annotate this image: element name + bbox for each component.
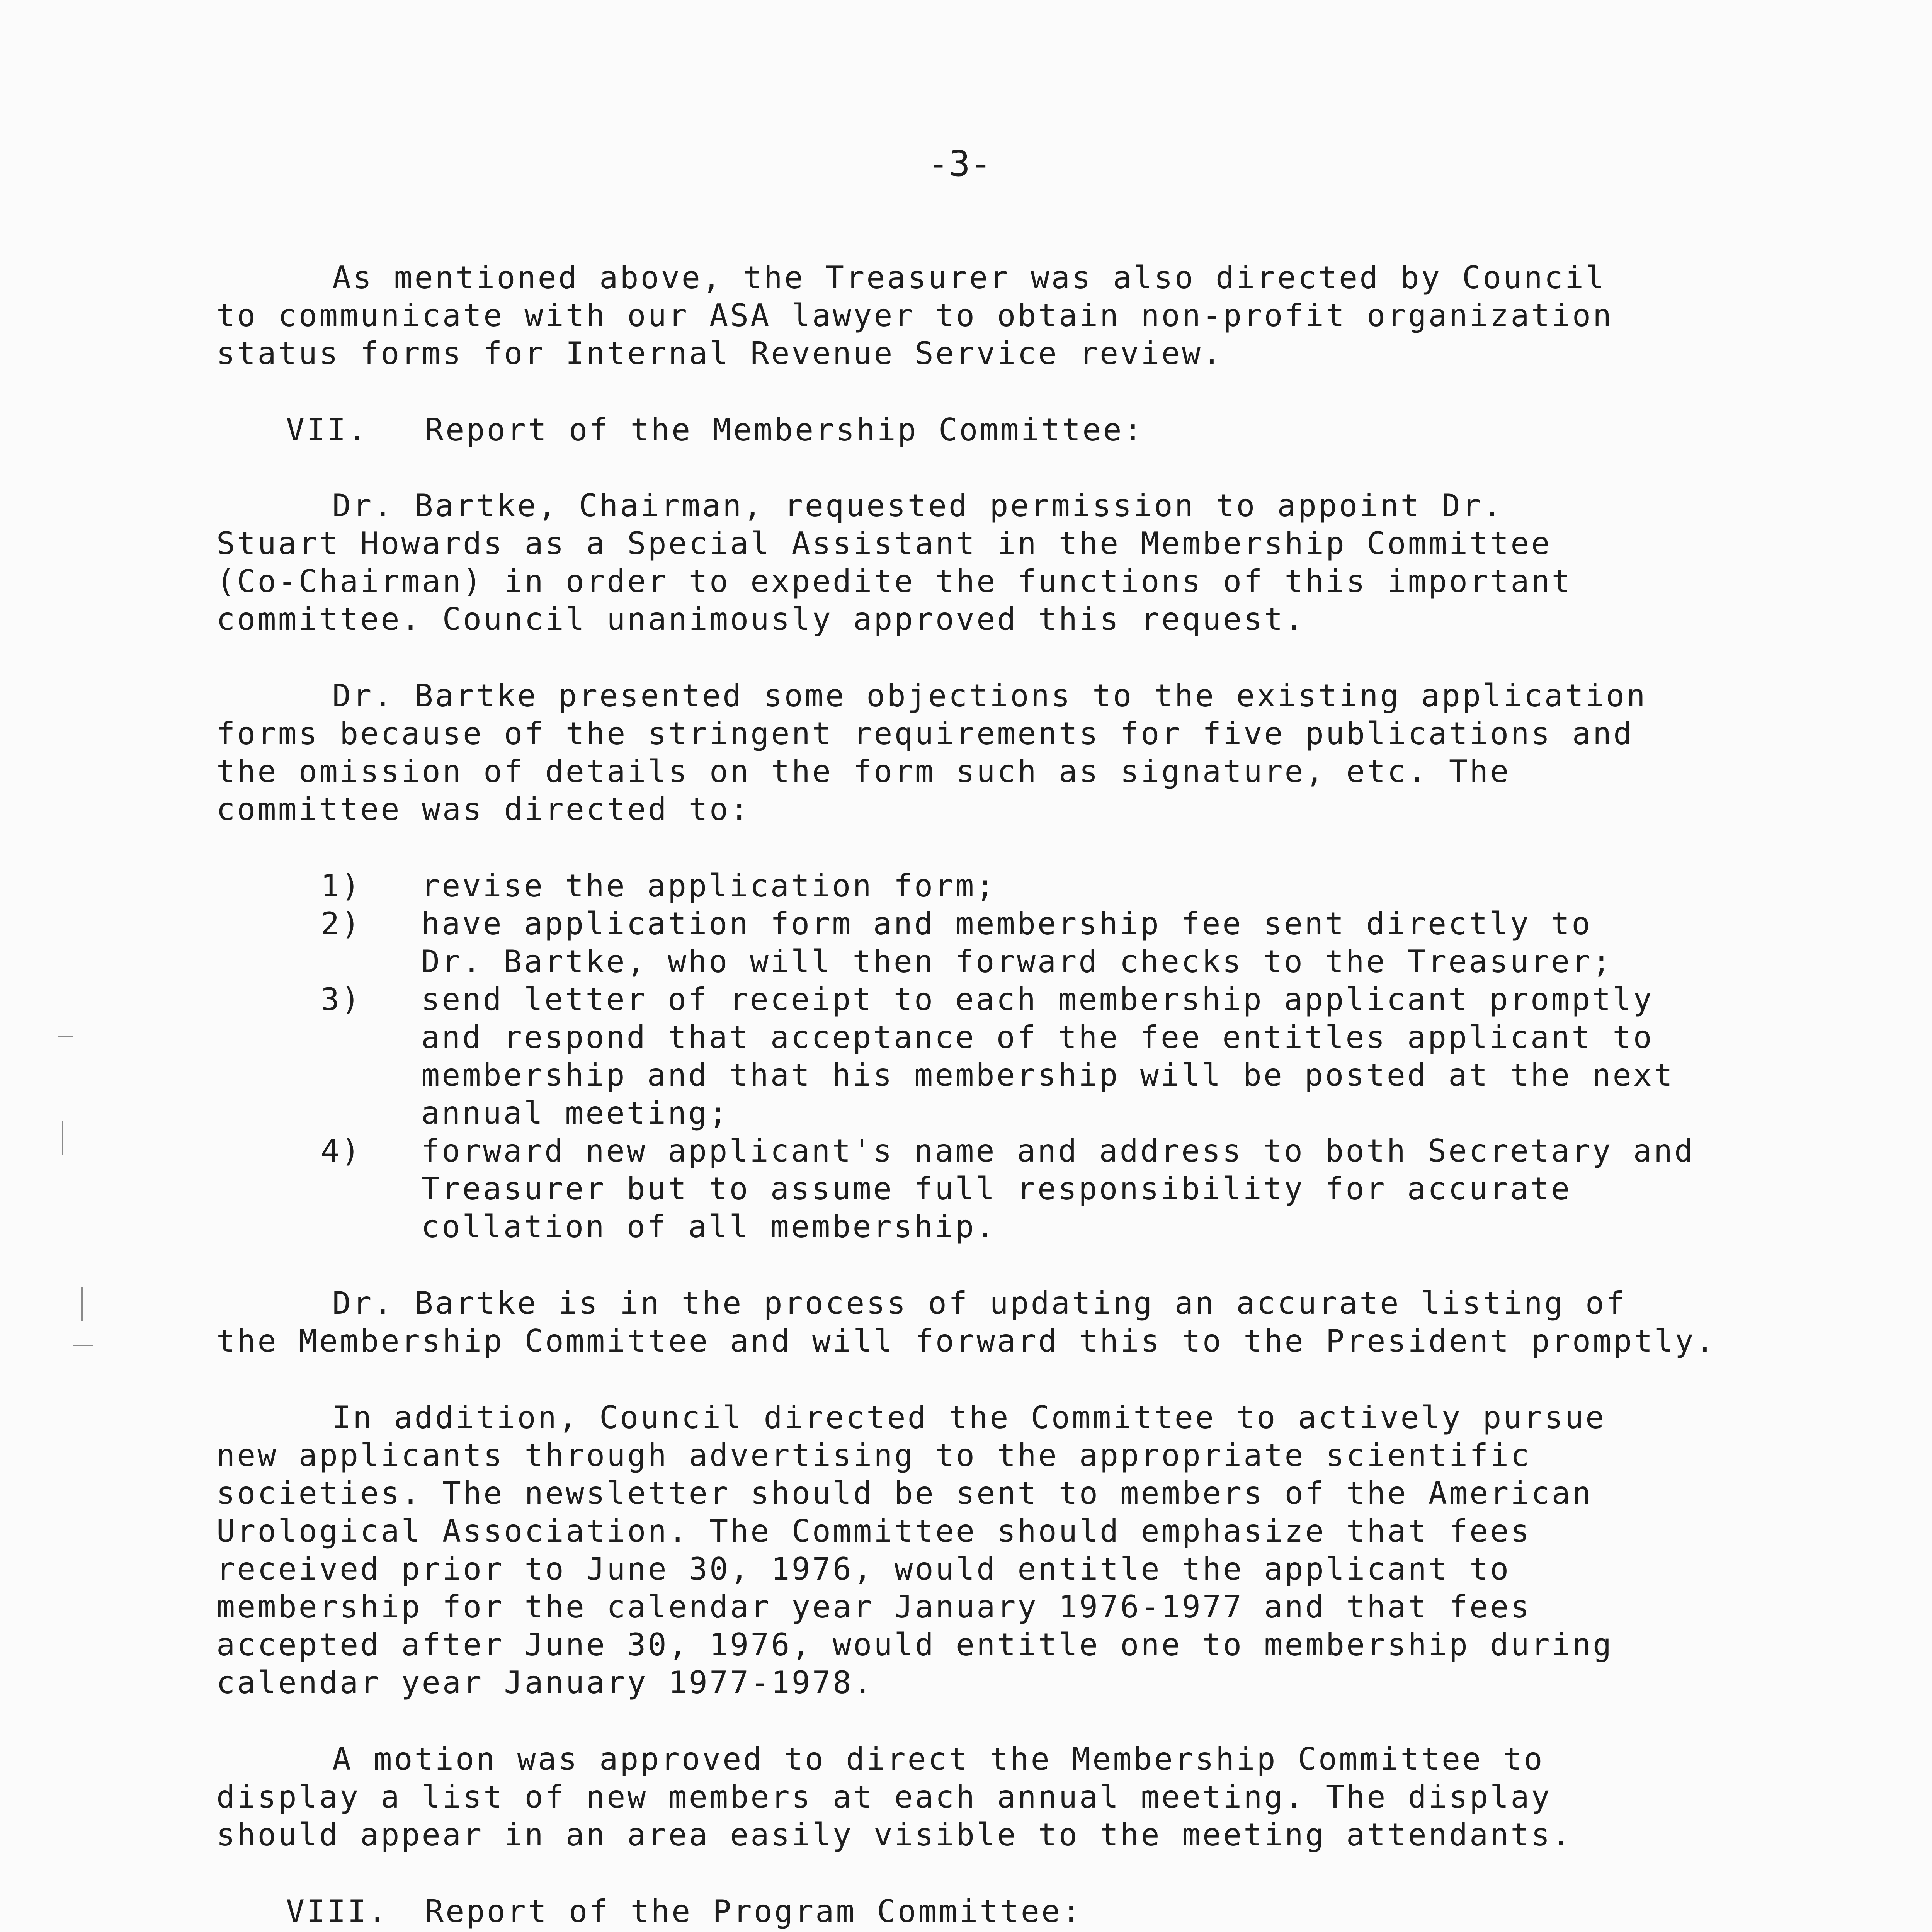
page-number: -3- <box>927 143 992 184</box>
section-numeral: VII. <box>286 412 368 448</box>
document-body <box>216 259 1917 1932</box>
list-item <box>321 905 1917 981</box>
list-item-text: revise the application form; <box>421 868 997 904</box>
list-item <box>321 867 1917 905</box>
committee-directives-list <box>216 867 1917 1246</box>
list-marker: 4) <box>321 1133 362 1169</box>
intro-paragraph: As mentioned above, the Treasurer was also directed by Council to communicate with our ASA lawyer to obtain non-profit organization status forms for Internal Revenue Service review. <box>216 260 1614 371</box>
list-marker: 2) <box>321 906 362 942</box>
membership-paragraph-display: A motion was approved to direct the Membership Committee to display a list of new members at each annual meeting. The display should appear in an area easily visible to the meeting attendants. <box>216 1741 1572 1853</box>
section-heading-program <box>216 1893 1917 1930</box>
list-item <box>321 1132 1917 1246</box>
section-title: Report of the Membership Committee: <box>425 412 1144 448</box>
list-item-text: send letter of receipt to each membership applicant promptly and respond that acceptance of the fee entitles applicant to membership and that his membership will be posted at the next annual meeting; <box>421 981 1675 1131</box>
margin-mark <box>73 1345 93 1346</box>
membership-paragraph-advertising: In addition, Council directed the Committee to actively pursue new applicants through advertising to the appropriate scientific societies. The newsletter should be sent to members of the American Urological Association. The Committee should emphasize that fees received prior to June 30, 1976, would entitle the applicant to membership for the calendar year January 1976-1977 and that fees accepted after June 30, 1976, would entitle one to membership during calendar year January 1977-1978. <box>216 1400 1614 1701</box>
membership-paragraph-objections: Dr. Bartke presented some objections to the existing application forms because of the stringent requirements for five publications and the omission of details on the form such as signature, etc. The committee was directed to: <box>216 678 1647 827</box>
list-marker: 3) <box>321 981 362 1017</box>
margin-mark <box>62 1121 63 1155</box>
list-item-text: forward new applicant's name and address to both Secretary and Treasurer but to assume full responsibility for accurate collation of all membership. <box>421 1133 1695 1245</box>
section-heading-membership <box>216 411 1917 449</box>
margin-mark <box>81 1287 83 1321</box>
section-title: Report of the Program Committee: <box>425 1893 1083 1929</box>
membership-paragraph-listing: Dr. Bartke is in the process of updating an accurate listing of the Membership Committee and will forward this to the President promptly. <box>216 1285 1716 1359</box>
list-marker: 1) <box>321 868 362 904</box>
list-item <box>321 981 1917 1132</box>
section-numeral: VIII. <box>286 1893 389 1929</box>
margin-mark <box>58 1036 73 1037</box>
list-item-text: have application form and membership fee sent directly to Dr. Bartke, who will then forward checks to the Treasurer; <box>421 906 1613 980</box>
membership-paragraph-appointment: Dr. Bartke, Chairman, requested permission to appoint Dr. Stuart Howards as a Special Assistant in the Membership Committee (Co-Chairman) in order to expedite the functions of this important committee. Council unanimously approved this request. <box>216 488 1572 637</box>
